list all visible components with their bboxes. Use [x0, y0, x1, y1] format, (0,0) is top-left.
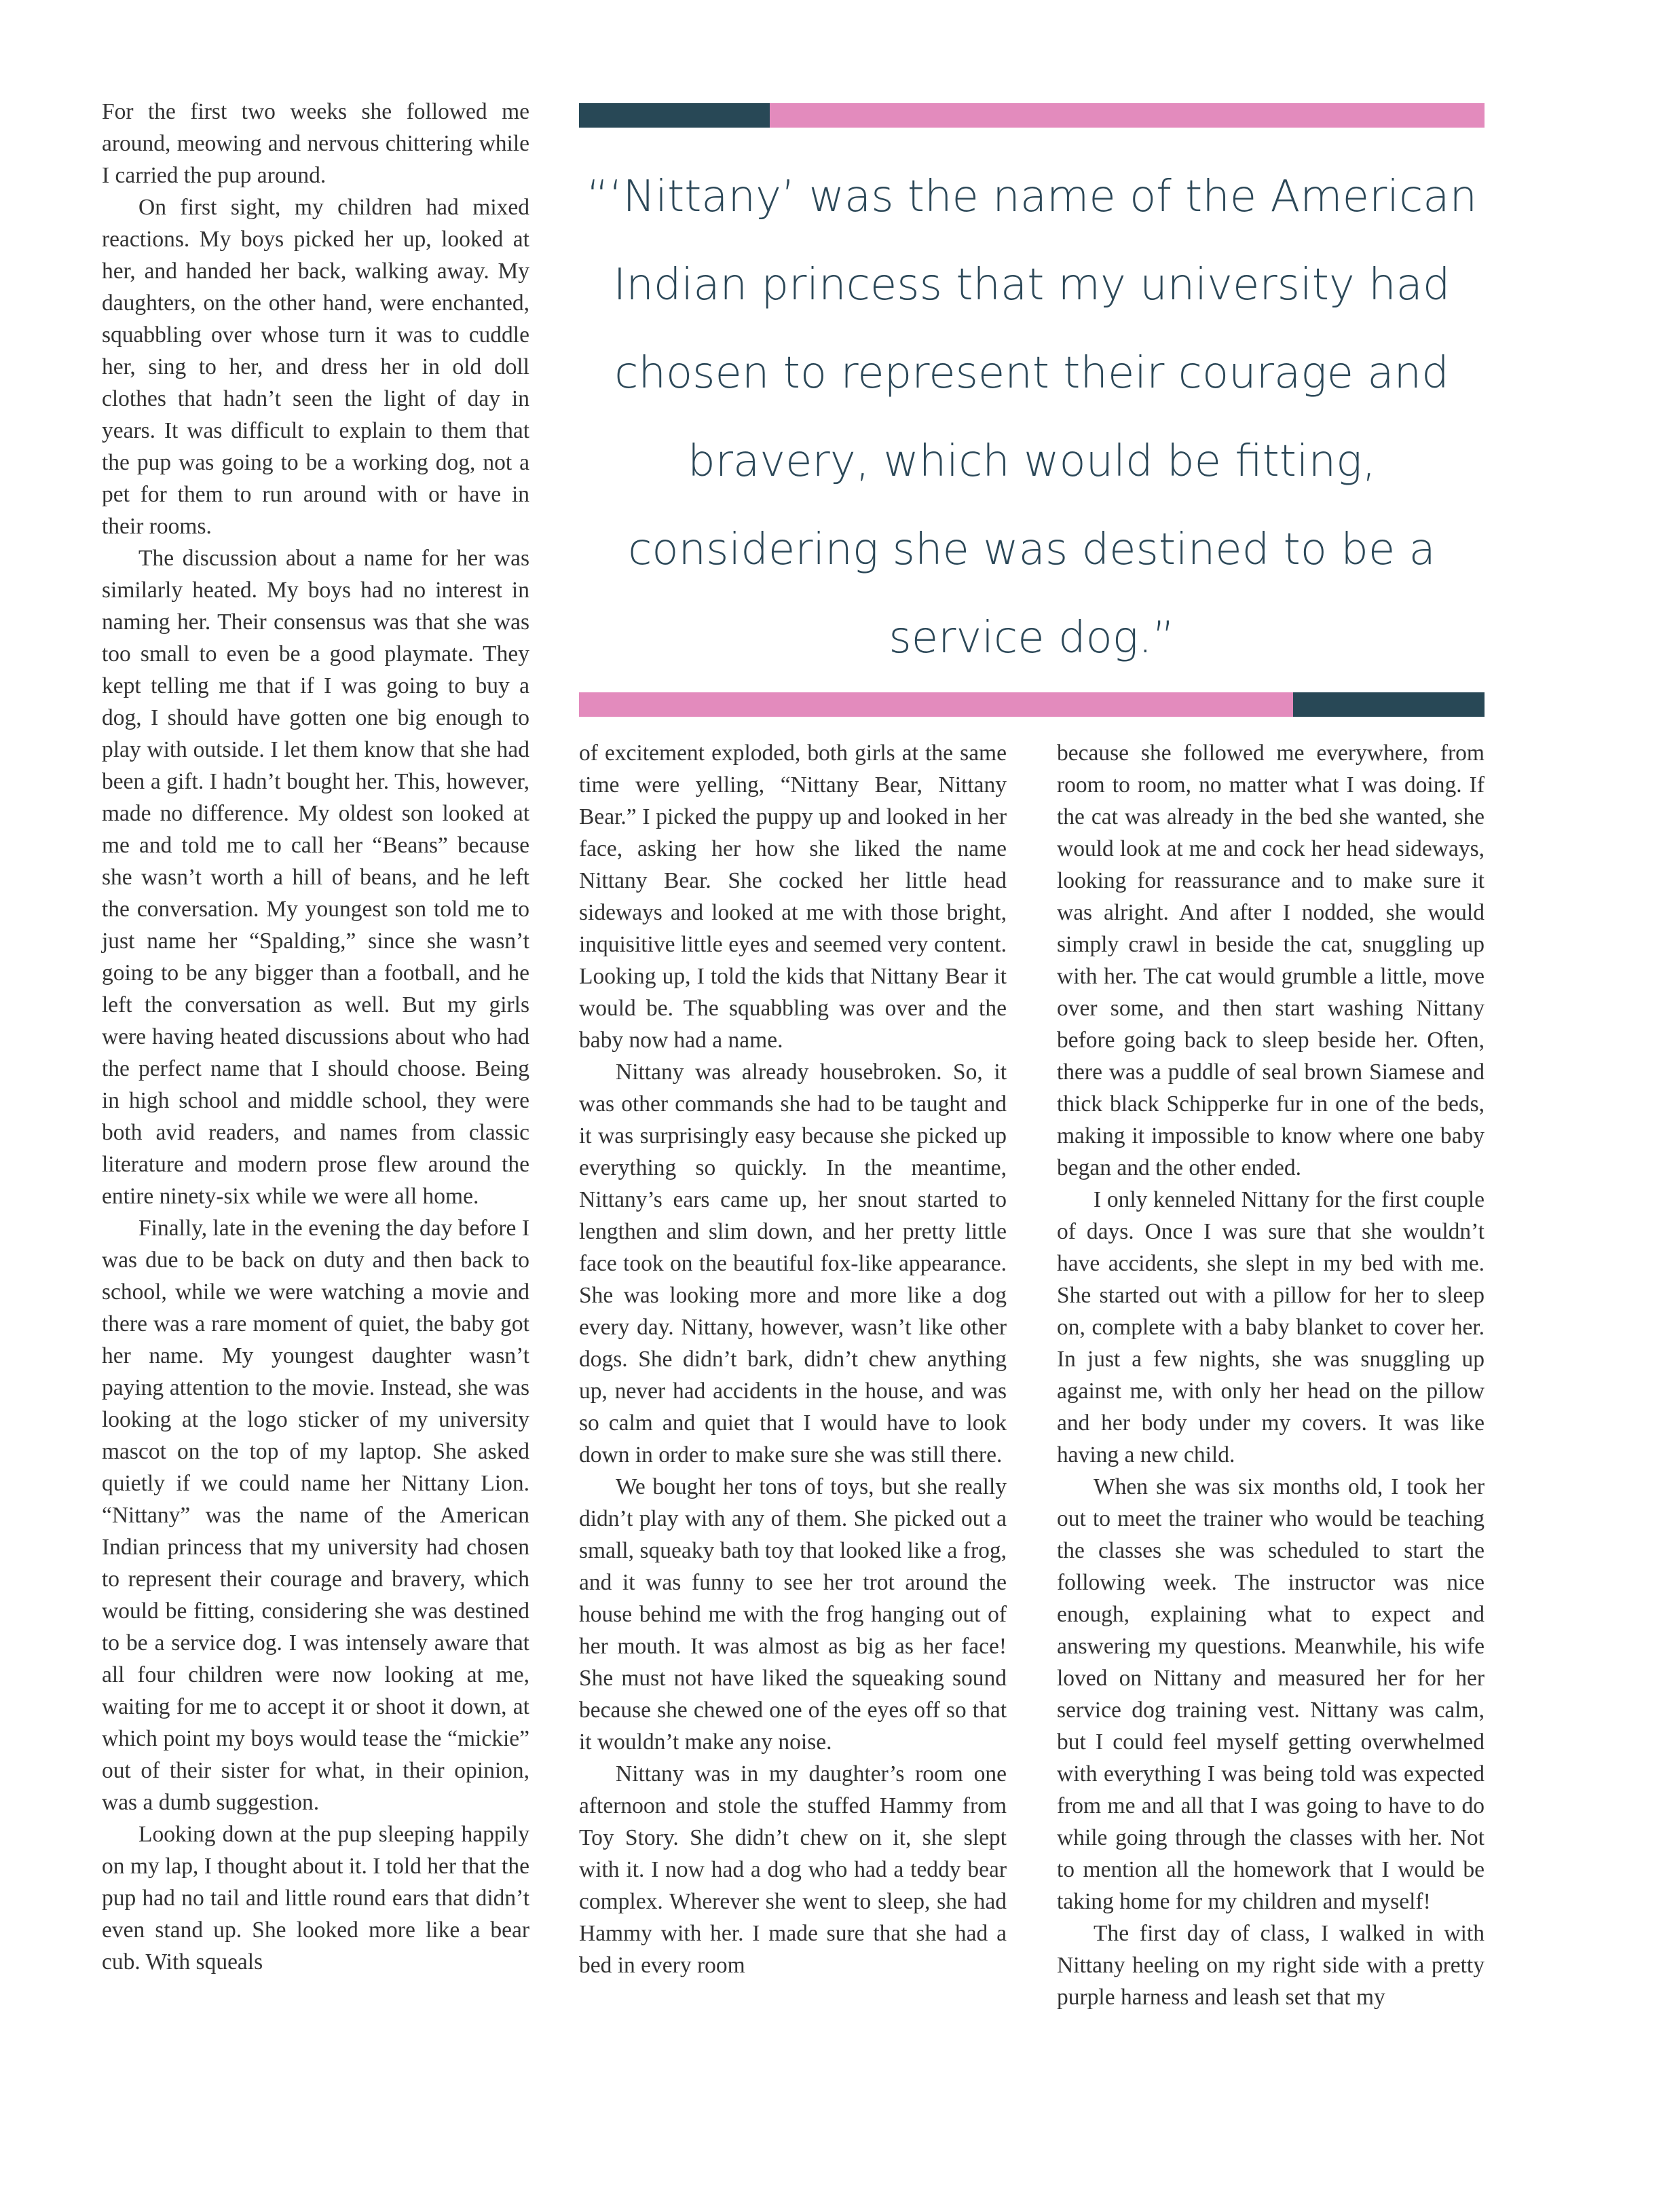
- text-column-3: [1057, 737, 1485, 2139]
- bar-navy-segment: [1293, 692, 1485, 717]
- paragraph: Looking down at the pup sleeping happily on my lap, I thought about it. I told her that the pup had no tail and little round ears that didn’t even stand up. She looked more like a bear cub. With squeals: [102, 1822, 529, 1975]
- paragraph: Nittany was already housebroken. So, it was other commands she had to be taught and it was surprisingly easy because she picked up everything so quickly. In the meantime, Nittany’s ears came up, her snout started to lengthen and slim down, and her pretty little face took on the beautiful fox-like appearance. She was looking more and more like a dog every day. Nittany, however, wasn’t like other dogs. She didn’t bark, didn’t chew anything up, never had accidents in the house, and was so calm and quiet that I would have to look down in order to make sure she was still there.: [579, 1060, 1007, 1467]
- pull-quote: “‘Nittany’ was the name of the American Indian princess that my university had chosen to represent their courage and bravery, which would be fitting, considering she was destined to be a service dog.”: [586, 172, 1478, 663]
- pull-quote-top-bar: [579, 103, 1485, 128]
- paragraph: We bought her tons of toys, but she really didn’t play with any of them. She picked out a small, squeaky bath toy that looked like a frog, and it was funny to see her trot around the house behind me with the frog hanging out of her mouth. It was almost as big as her face! She must not have liked the squeaking sound because she chewed one of the eyes off so that it wouldn’t make any noise.: [579, 1474, 1007, 1755]
- paragraph: I only kenneled Nittany for the first couple of days. Once I was sure that she wouldn’t have accidents, she slept in my bed with me. She started out with a pillow for her to sleep on, complete with a baby blanket to cover her. In just a few nights, she was snuggling up against me, with only her head on the pillow and her body under my covers. It was like having a new child.: [1057, 1187, 1485, 1467]
- bar-pink-segment: [770, 103, 1485, 128]
- paragraph: The first day of class, I walked in with Nittany heeling on my right side with a pretty purple harness and leash set that my: [1057, 1921, 1485, 2010]
- text-column-2: [579, 737, 1007, 2139]
- pull-quote-bottom-bar: [579, 692, 1485, 717]
- paragraph: Finally, late in the evening the day before I was due to be back on duty and then back to school, while we were watching a movie and there was a rare moment of quiet, the baby got her name. My youngest daughter wasn’t paying attention to the movie. Instead, she was looking at the logo sticker of my university mascot on the top of my laptop. She asked quietly if we could name her Nittany Lion. “Nittany” was the name of the American Indian princess that my university had chosen to represent their courage and bravery, which would be fitting, considering she was destined to be a service dog. I was intensely aware that all four children were now looking at me, waiting for me to accept it or shoot it down, at which point my boys would tease the “mickie” out of their sister for what, in their opinion, was a dumb suggestion.: [102, 1216, 529, 1815]
- paragraph: of excitement exploded, both girls at the same time were yelling, “Nittany Bear, Nittany Bear.” I picked the puppy up and looked in her face, asking her how she liked the name Nittany Bear. She cocked her little head sideways and looked at me with those bright, inquisitive little eyes and seemed very content. Looking up, I told the kids that Nittany Bear it would be. The squabbling was over and the baby now had a name.: [579, 741, 1007, 1053]
- paragraph: The discussion about a name for her was similarly heated. My boys had no interest in naming her. Their consensus was that she was too small to even be a good playmate. They kept telling me that if I was going to buy a dog, I should have gotten one big enough to play with outside. I let them know that she had been a gift. I hadn’t bought her. This, however, made no difference. My oldest son looked at me and told me to call her “Beans” because she wasn’t worth a hill of beans, and he left the conversation. My youngest son told me to just name her “Spalding,” since she wasn’t going to be any bigger than a football, and he left the conversation as well. But my girls were having heated discussions about who had the perfect name that I should choose. Being in high school and middle school, they were both avid readers, and names from classic literature and modern prose flew around the entire ninety-six while we were all home.: [102, 546, 529, 1209]
- bar-navy-segment: [579, 103, 770, 128]
- bar-pink-segment: [579, 692, 1293, 717]
- paragraph: When she was six months old, I took her out to meet the trainer who would be teaching the classes she was scheduled to start the following week. The instructor was nice enough, explaining what to expect and answering my questions. Meanwhile, his wife loved on Nittany and measured her for her service dog training vest. Nittany was calm, but I could feel myself getting overwhelmed with everything I was being told was expected from me and all that I was going to have to do while going through the classes with her. Not to mention all the homework that I would be taking home for my children and myself!: [1057, 1474, 1485, 1914]
- paragraph: because she followed me everywhere, from room to room, no matter what I was doing. If the cat was already in the bed she wanted, she would look at me and cock her head sideways, looking for reassurance and to make sure it was alright. And after I nodded, she would simply crawl in beside the cat, snuggling up with her. The cat would grumble a little, move over some, and then start washing Nittany before going back to sleep beside her. Often, there was a puddle of seal brown Siamese and thick black Schipperke fur in one of the beds, making it impossible to know where one baby began and the other ended.: [1057, 741, 1485, 1180]
- paragraph: For the first two weeks she followed me around, meowing and nervous chittering while I carried the pup around.: [102, 99, 529, 188]
- paragraph: Nittany was in my daughter’s room one afternoon and stole the stuffed Hammy from Toy Story. She didn’t chew on it, she slept with it. I now had a dog who had a teddy bear complex. Wherever she went to sleep, she had Hammy with her. I made sure that she had a bed in every room: [579, 1761, 1007, 1978]
- text-column-1: [102, 96, 529, 2139]
- paragraph: On first sight, my children had mixed reactions. My boys picked her up, looked at her, and handed her back, walking away. My daughters, on the other hand, were enchanted, squabbling over whose turn it was to cuddle her, sing to her, and dress her in old doll clothes that hadn’t seen the light of day in years. It was difficult to explain to them that the pup was going to be a working dog, not a pet for them to run around with or have in their rooms.: [102, 195, 529, 539]
